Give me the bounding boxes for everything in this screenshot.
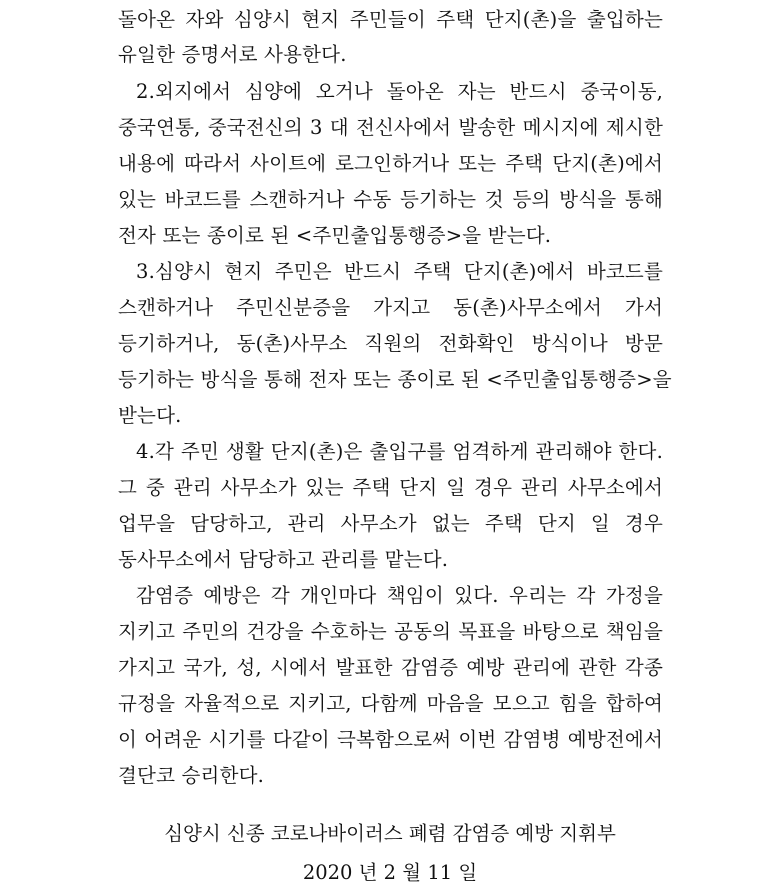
item-2-line-3: 내용에 따라서 사이트에 로그인하거나 또는 주택 단지(촌)에서: [118, 152, 663, 175]
item-4-line-2: 그 중 관리 사무소가 있는 주택 단지 일 경우 관리 사무소에서: [118, 476, 663, 499]
item-2-line-1: 2.외지에서 심양에 오거나 돌아온 자는 반드시 중국이동,: [136, 80, 663, 103]
item-3-line-5: 받는다.: [118, 404, 182, 427]
body-line-2: 유일한 증명서로 사용한다.: [118, 43, 347, 66]
item-2-line-5: 전자 또는 종이로 된 <주민출입통행증>을 받는다.: [118, 224, 552, 247]
item-3-line-1: 3.심양시 현지 주민은 반드시 주택 단지(촌)에서 바코드를: [136, 260, 663, 283]
signature-organization: 심양시 신종 코로나바이러스 폐렴 감염증 예방 지휘부: [164, 822, 616, 845]
item-4-line-4: 동사무소에서 담당하고 관리를 맡는다.: [118, 548, 449, 571]
closing-line-2: 지키고 주민의 건강을 수호하는 공동의 목표을 바탕으로 책임을: [118, 620, 663, 643]
closing-line-3: 가지고 국가, 성, 시에서 발표한 감염증 예방 관리에 관한 각종: [118, 656, 663, 679]
item-4-line-3: 업무을 담당하고, 관리 사무소가 없는 주택 단지 일 경우: [118, 512, 663, 535]
closing-line-4: 규정을 자율적으로 지키고, 다함께 마음을 모으고 힘을 합하여: [118, 692, 663, 715]
body-line-1: 돌아온 자와 심양시 현지 주민들이 주택 단지(촌)을 출입하는: [118, 8, 663, 31]
closing-line-6: 결단코 승리한다.: [118, 764, 265, 787]
signature-date: 2020 년 2 월 11 일: [302, 861, 478, 884]
closing-line-1: 감염증 예방은 각 개인마다 책임이 있다. 우리는 각 가정을: [136, 584, 663, 607]
item-3-line-4: 등기하는 방식을 통해 전자 또는 종이로 된 <주민출입통행증>을: [118, 368, 672, 391]
closing-line-5: 이 어려운 시기를 다같이 극복함으로써 이번 감염병 예방전에서: [118, 728, 663, 751]
item-3-line-2: 스캔하거나 주민신분증을 가지고 동(촌)사무소에서 가서: [118, 296, 663, 319]
item-3-line-3: 등기하거나, 동(촌)사무소 직원의 전화확인 방식이나 방문: [118, 332, 663, 355]
item-2-line-4: 있는 바코드를 스캔하거나 수동 등기하는 것 등의 방식을 통해: [118, 188, 663, 211]
item-4-line-1: 4.각 주민 생활 단지(촌)은 출입구를 엄격하게 관리해야 한다.: [136, 440, 663, 463]
item-2-line-2: 중국연통, 중국전신의 3 대 전신사에서 발송한 메시지에 제시한: [118, 116, 663, 139]
